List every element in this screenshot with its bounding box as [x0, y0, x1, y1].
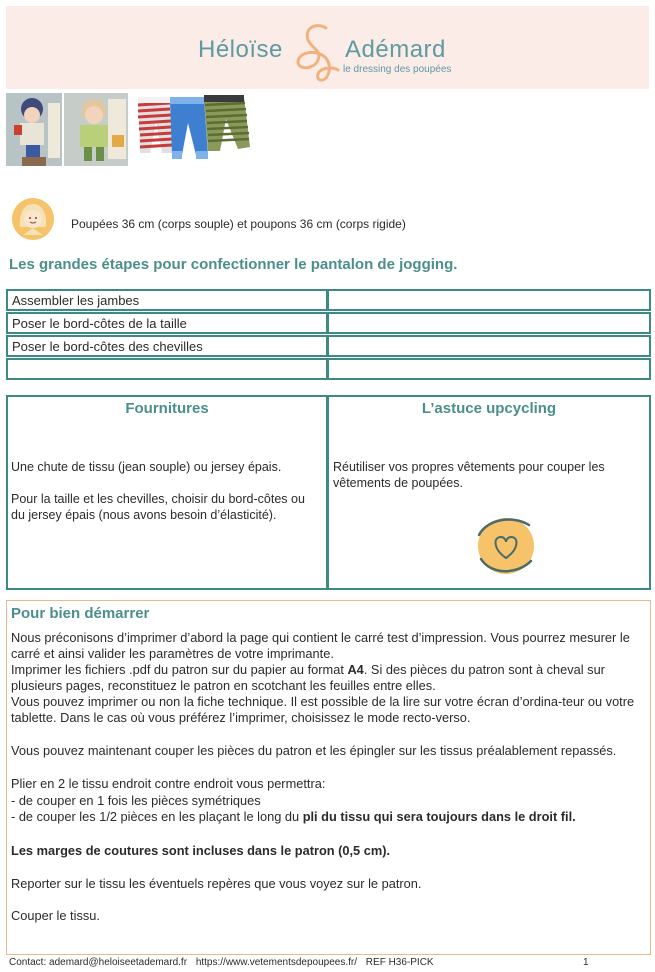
footer-url[interactable]: https://www.vetementsdepoupees.fr/ [195, 957, 358, 968]
doll-face-icon [11, 197, 55, 241]
pants-photo [134, 93, 252, 166]
table-row [6, 358, 651, 380]
heart-hands-icon [473, 513, 539, 579]
start-paragraph-2 [11, 662, 641, 694]
header-band [6, 6, 649, 89]
start-paragraph-4: Vous pouvez maintenant couper les pièces du patron et les épingler sur les tissus préalablement repassés. [11, 743, 617, 758]
start-paragraph-8: Les marges de coutures sont incluses dans le patron (0,5 cm). [11, 843, 391, 858]
start-paragraph-9: Reporter sur le tissu les éventuels repères que vous voyez sur le patron. [11, 876, 422, 891]
start-paragraph-7 [11, 809, 641, 825]
table-row [6, 289, 651, 311]
start-paragraph-6: - de couper en 1 fois les pièces symétriques [11, 793, 261, 808]
start-paragraph-7a: - de couper les 1/2 pièces en les plaçant le long du [11, 809, 303, 824]
doll-photo-2 [64, 93, 128, 166]
brand-name-right: Adémard [345, 36, 446, 63]
step-check-cell [327, 335, 651, 357]
getting-started-title: Pour bien démarrer [11, 605, 150, 622]
step-cell: Poser le bord-côtes de la taille [6, 312, 328, 334]
supplies-text-1: Une chute de tissu (jean souple) ou jersey épais. [11, 460, 282, 474]
step-cell: Assembler les jambes [6, 289, 328, 311]
doll-photo-1 [6, 93, 62, 166]
page-number: 1 [583, 957, 589, 968]
brand-tagline: le dressing des poupées [343, 64, 452, 75]
table-row [6, 335, 651, 357]
supplies-heading: Fournitures [125, 400, 209, 417]
footer [9, 957, 589, 968]
doll-size-info: Poupées 36 cm (corps souple) et poupons 36 cm (corps rigide) [71, 217, 406, 231]
step-check-cell [327, 289, 651, 311]
getting-started-box [6, 600, 651, 955]
step-check-cell [327, 312, 651, 334]
step-cell [6, 358, 328, 380]
steps-title: Les grandes étapes pour confectionner le pantalon de jogging. [9, 256, 458, 273]
upcycling-box [327, 395, 651, 590]
start-paragraph-5: Plier en 2 le tissu endroit contre endroit vous permettra: [11, 776, 326, 791]
start-paragraph-10: Couper le tissu. [11, 908, 100, 923]
brand-name-left: Héloïse [198, 36, 283, 63]
start-paragraph-7b: pli du tissu qui sera toujours dans le droit fil. [302, 809, 576, 824]
supplies-text-2: Pour la taille et les chevilles, choisir du bord-côtes ou du jersey épais (nous avons besoin d’élasticité). [11, 492, 305, 522]
step-cell: Poser le bord-côtes des chevilles [6, 335, 328, 357]
upcycling-heading: L’astuce upcycling [421, 400, 557, 417]
footer-contact[interactable]: Contact: ademard@heloiseetademard.fr [9, 957, 188, 968]
footer-ref: REF H36-PICK [365, 957, 434, 968]
brand-logo [6, 6, 649, 89]
start-paragraph-2c: . Si des pièces du patron sont à cheval sur plusieurs pages, reconstituez le patron en scotchant les feuilles entre elles. [11, 662, 605, 693]
ampersand-logo-icon [288, 20, 348, 86]
start-paragraph-3: Vous pouvez imprimer ou non la fiche technique. Il est possible de la lire sur votre écran d’ordina-teur ou votre tablette. Dans le cas où vous préférez l’imprimer, choisissez le mode recto-verso. [11, 694, 635, 725]
supplies-box [6, 395, 328, 590]
start-paragraph-2a: Imprimer les fichiers .pdf du patron sur du papier au format [11, 662, 348, 677]
start-paragraph-1: Nous préconisons d’imprimer d’abord la page qui contient le carré test d’impression. Vous pourrez mesurer le carré et ainsi valider les paramètres de votre imprimante. [11, 630, 630, 661]
step-check-cell [327, 358, 651, 380]
upcycling-text: Réutiliser vos propres vêtements pour couper les vêtements de poupées. [333, 460, 605, 490]
table-row [6, 312, 651, 334]
start-paragraph-2b: A4 [347, 662, 364, 677]
